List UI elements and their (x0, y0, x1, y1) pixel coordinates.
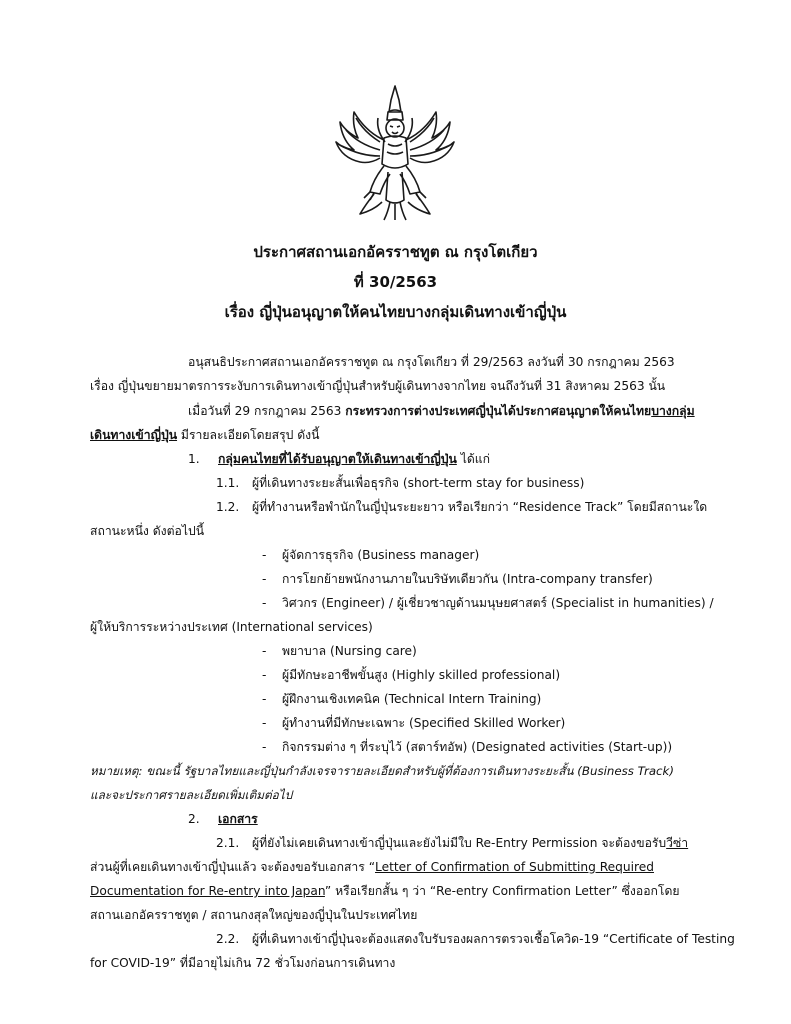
intro-line-4-bold-underline: เดินทางเข้าญี่ปุ่น (90, 428, 178, 442)
note-line-2: และจะประกาศรายละเอียดเพิ่มเติมต่อไป (90, 788, 293, 802)
status-item: การโยกย้ายพนักงานภายในบริษัทเดียวกัน (Intra-company transfer) (282, 572, 653, 586)
status-item: ผู้ฝึกงานเชิงเทคนิค (Technical Intern Training) (282, 692, 542, 706)
section-1-title: กลุ่มคนไทยที่ได้รับอนุญาตให้เดินทางเข้าญี่ปุ่น (218, 452, 457, 466)
announcement-number: ที่ 30/2563 (353, 273, 438, 291)
item-2-1-line-3-text: ” หรือเรียกสั้น ๆ ว่า “Re-entry Confirmation Letter” ซึ่งออกโดย (324, 884, 680, 898)
status-bullet: - (262, 668, 267, 682)
intro-line-4-rest: มีรายละเอียดโดยสรุป ดังนี้ (177, 428, 320, 442)
note-line-1: หมายเหตุ: ขณะนี้ รัฐบาลไทยและญี่ปุ่นกำลังเจรจารายละเอียดสำหรับผู้ที่ต้องการเดินทางระยะสั้น (Business Track) (90, 764, 674, 778)
item-2-1-line-2 (90, 859, 654, 876)
item-1-1-number: 1.1. (216, 476, 240, 490)
status-bullet: - (262, 548, 267, 562)
status-bullet: - (262, 716, 267, 730)
status-bullet: - (262, 740, 267, 754)
status-bullet: - (262, 644, 267, 658)
status-bullet: - (262, 692, 267, 706)
confirmation-letter-title-part-2: Documentation for Re-entry into Japan (90, 884, 325, 898)
item-2-1-line-3 (90, 883, 680, 900)
intro-line-3-bold-underline: บางกลุ่ม (651, 404, 695, 418)
item-2-1-line-2-text: ส่วนผู้ที่เคยเดินทางเข้าญี่ปุ่นแล้ว จะต้องขอรับเอกสาร “ (90, 860, 376, 874)
section-1-number: 1. (188, 452, 200, 466)
status-item-continuation: ผู้ให้บริการระหว่างประเทศ (International services) (90, 620, 373, 634)
visa-term: วีซ่า (666, 836, 689, 850)
status-item: กิจกรรมต่าง ๆ ที่ระบุไว้ (สตาร์ทอัพ) (Designated activities (Start-up)) (282, 740, 673, 754)
item-2-1-line-1 (252, 835, 688, 852)
item-1-2-continuation: สถานะหนึ่ง ดังต่อไปนี้ (90, 524, 205, 538)
intro-line-4 (90, 427, 319, 444)
item-1-1-text: ผู้ที่เดินทางระยะสั้นเพื่อธุรกิจ (short-term stay for business) (252, 476, 585, 490)
section-2-title: เอกสาร (218, 812, 258, 826)
status-item: ผู้มีทักษะอาชีพขั้นสูง (Highly skilled professional) (282, 668, 561, 682)
item-2-2-line-1: ผู้ที่เดินทางเข้าญี่ปุ่นจะต้องแสดงใบรับรองผลการตรวจเชื้อโควิด-19 “Certificate of Testing (252, 932, 735, 946)
section-1-title-suffix: ได้แก่ (456, 452, 490, 466)
section-1-title-line (218, 451, 490, 468)
section-2-number: 2. (188, 812, 200, 826)
intro-line-1: อนุสนธิประกาศสถานเอกอัครราชทูต ณ กรุงโตเกียว ที่ 29/2563 ลงวันที่ 30 กรกฎาคม 2563 (188, 355, 675, 369)
status-item: วิศวกร (Engineer) / ผู้เชี่ยวชาญด้านมนุษยศาสตร์ (Specialist in humanities) / (282, 596, 714, 610)
item-2-2-number: 2.2. (216, 932, 240, 946)
confirmation-letter-title-part-1: Letter of Confirmation of Submitting Required (375, 860, 654, 874)
item-2-1-line-1-text: ผู้ที่ยังไม่เคยเดินทางเข้าญี่ปุ่นและยังไม่มีใบ Re-Entry Permission จะต้องขอรับ (252, 836, 667, 850)
status-item: พยาบาล (Nursing care) (282, 644, 417, 658)
intro-line-3 (188, 403, 695, 420)
item-1-2-text: ผู้ที่ทำงานหรือพำนักในญี่ปุ่นระยะยาว หรือเรียกว่า “Residence Track” โดยมีสถานะใด (252, 500, 708, 514)
intro-line-2: เรื่อง ญี่ปุ่นขยายมาตรการระงับการเดินทางเข้าญี่ปุ่นสำหรับผู้เดินทางจากไทย จนถึงวันที่ 31 สิงหาคม 2563 นั้น (90, 379, 666, 393)
garuda-emblem (330, 82, 460, 222)
item-1-2-number: 1.2. (216, 500, 240, 514)
intro-line-3-pre: เมื่อวันที่ 29 กรกฎาคม 2563 (188, 404, 346, 418)
announcement-subject: เรื่อง ญี่ปุ่นอนุญาตให้คนไทยบางกลุ่มเดินทางเข้าญี่ปุ่น (224, 303, 567, 321)
item-2-2-line-2: for COVID-19” ที่มีอายุไม่เกิน 72 ชั่วโมงก่อนการเดินทาง (90, 956, 396, 970)
status-bullet: - (262, 572, 267, 586)
item-2-1-line-4: สถานเอกอัครราชทูต / สถานกงสุลใหญ่ของญี่ปุ่นในประเทศไทย (90, 908, 418, 922)
intro-line-3-bold: กระทรวงการต่างประเทศญี่ปุ่นได้ประกาศอนุญาตให้คนไทย (345, 404, 652, 418)
item-2-1-number: 2.1. (216, 836, 240, 850)
status-item: ผู้ทำงานที่มีทักษะเฉพาะ (Specified Skilled Worker) (282, 716, 566, 730)
status-item: ผู้จัดการธุรกิจ (Business manager) (282, 548, 480, 562)
status-bullet: - (262, 596, 267, 610)
announcement-title: ประกาศสถานเอกอัครราชทูต ณ กรุงโตเกียว (253, 243, 538, 261)
